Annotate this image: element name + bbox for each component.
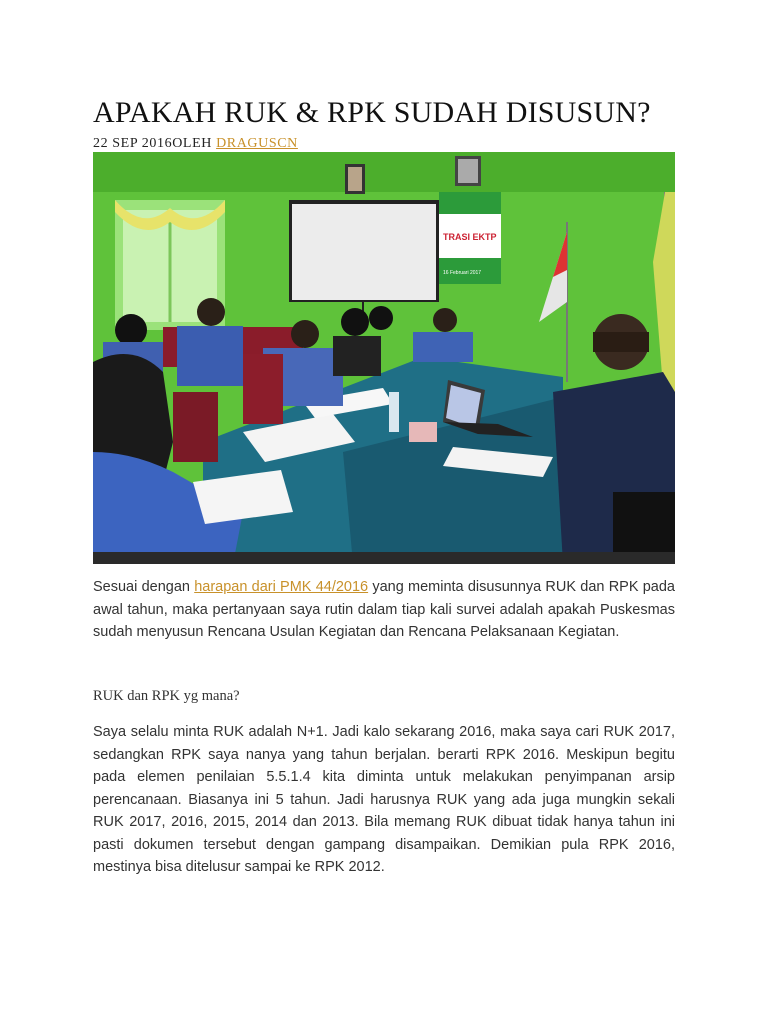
section-subheading: RUK dan RPK yg mana? [93, 688, 240, 704]
intro-paragraph [93, 576, 675, 644]
post-date: 22 SEP 2016 [93, 136, 173, 151]
p1-before: Sesuai dengan [93, 579, 195, 595]
article-title: APAKAH RUK & RPK SUDAH DISUSUN? [93, 96, 651, 129]
meeting-photo [93, 152, 675, 564]
banner-date: 16 Februari 2017 [443, 270, 482, 276]
article-meta [93, 136, 298, 152]
body-paragraph: Saya selalu minta RUK adalah N+1. Jadi kalo sekarang 2016, maka saya cari RUK 2017, sedangkan RPK saya nanya yang tahun berjalan. berarti RPK 2016. Meskipun begitu pada elemen penilaian 5.5.1.4 kita diminta untuk melakukan penyimpanan arsip perencanaan. Biasanya ini 5 tahun. Jadi harusnya RUK yang ada juga mungkin sekali RUK 2017, 2016, 2015, 2014 dan 2013. Bila memang RUK dibuat tidak hanya tahun ini pasti dokumen tersebut dengan gampang disampaikan. Demikian pula RPK 2016, mestinya bisa ditelusur sampai ke RPK 2012. [93, 724, 675, 875]
p1-after: yang meminta disusunnya RUK dan RPK pada awal tahun, maka pertanyaan saya rutin dalam tiap kali survei adalah apakah Puskesmas sudah menyusun Rencana Usulan Kegiatan dan Rencana Pelaksanaan Kegiatan. [93, 579, 675, 640]
author-link[interactable]: DRAGUSCN [216, 136, 298, 151]
by-label: OLEH [172, 136, 212, 151]
pmk-link[interactable]: harapan dari PMK 44/2016 [194, 579, 369, 595]
banner-text: TRASI EKTP [443, 232, 497, 242]
